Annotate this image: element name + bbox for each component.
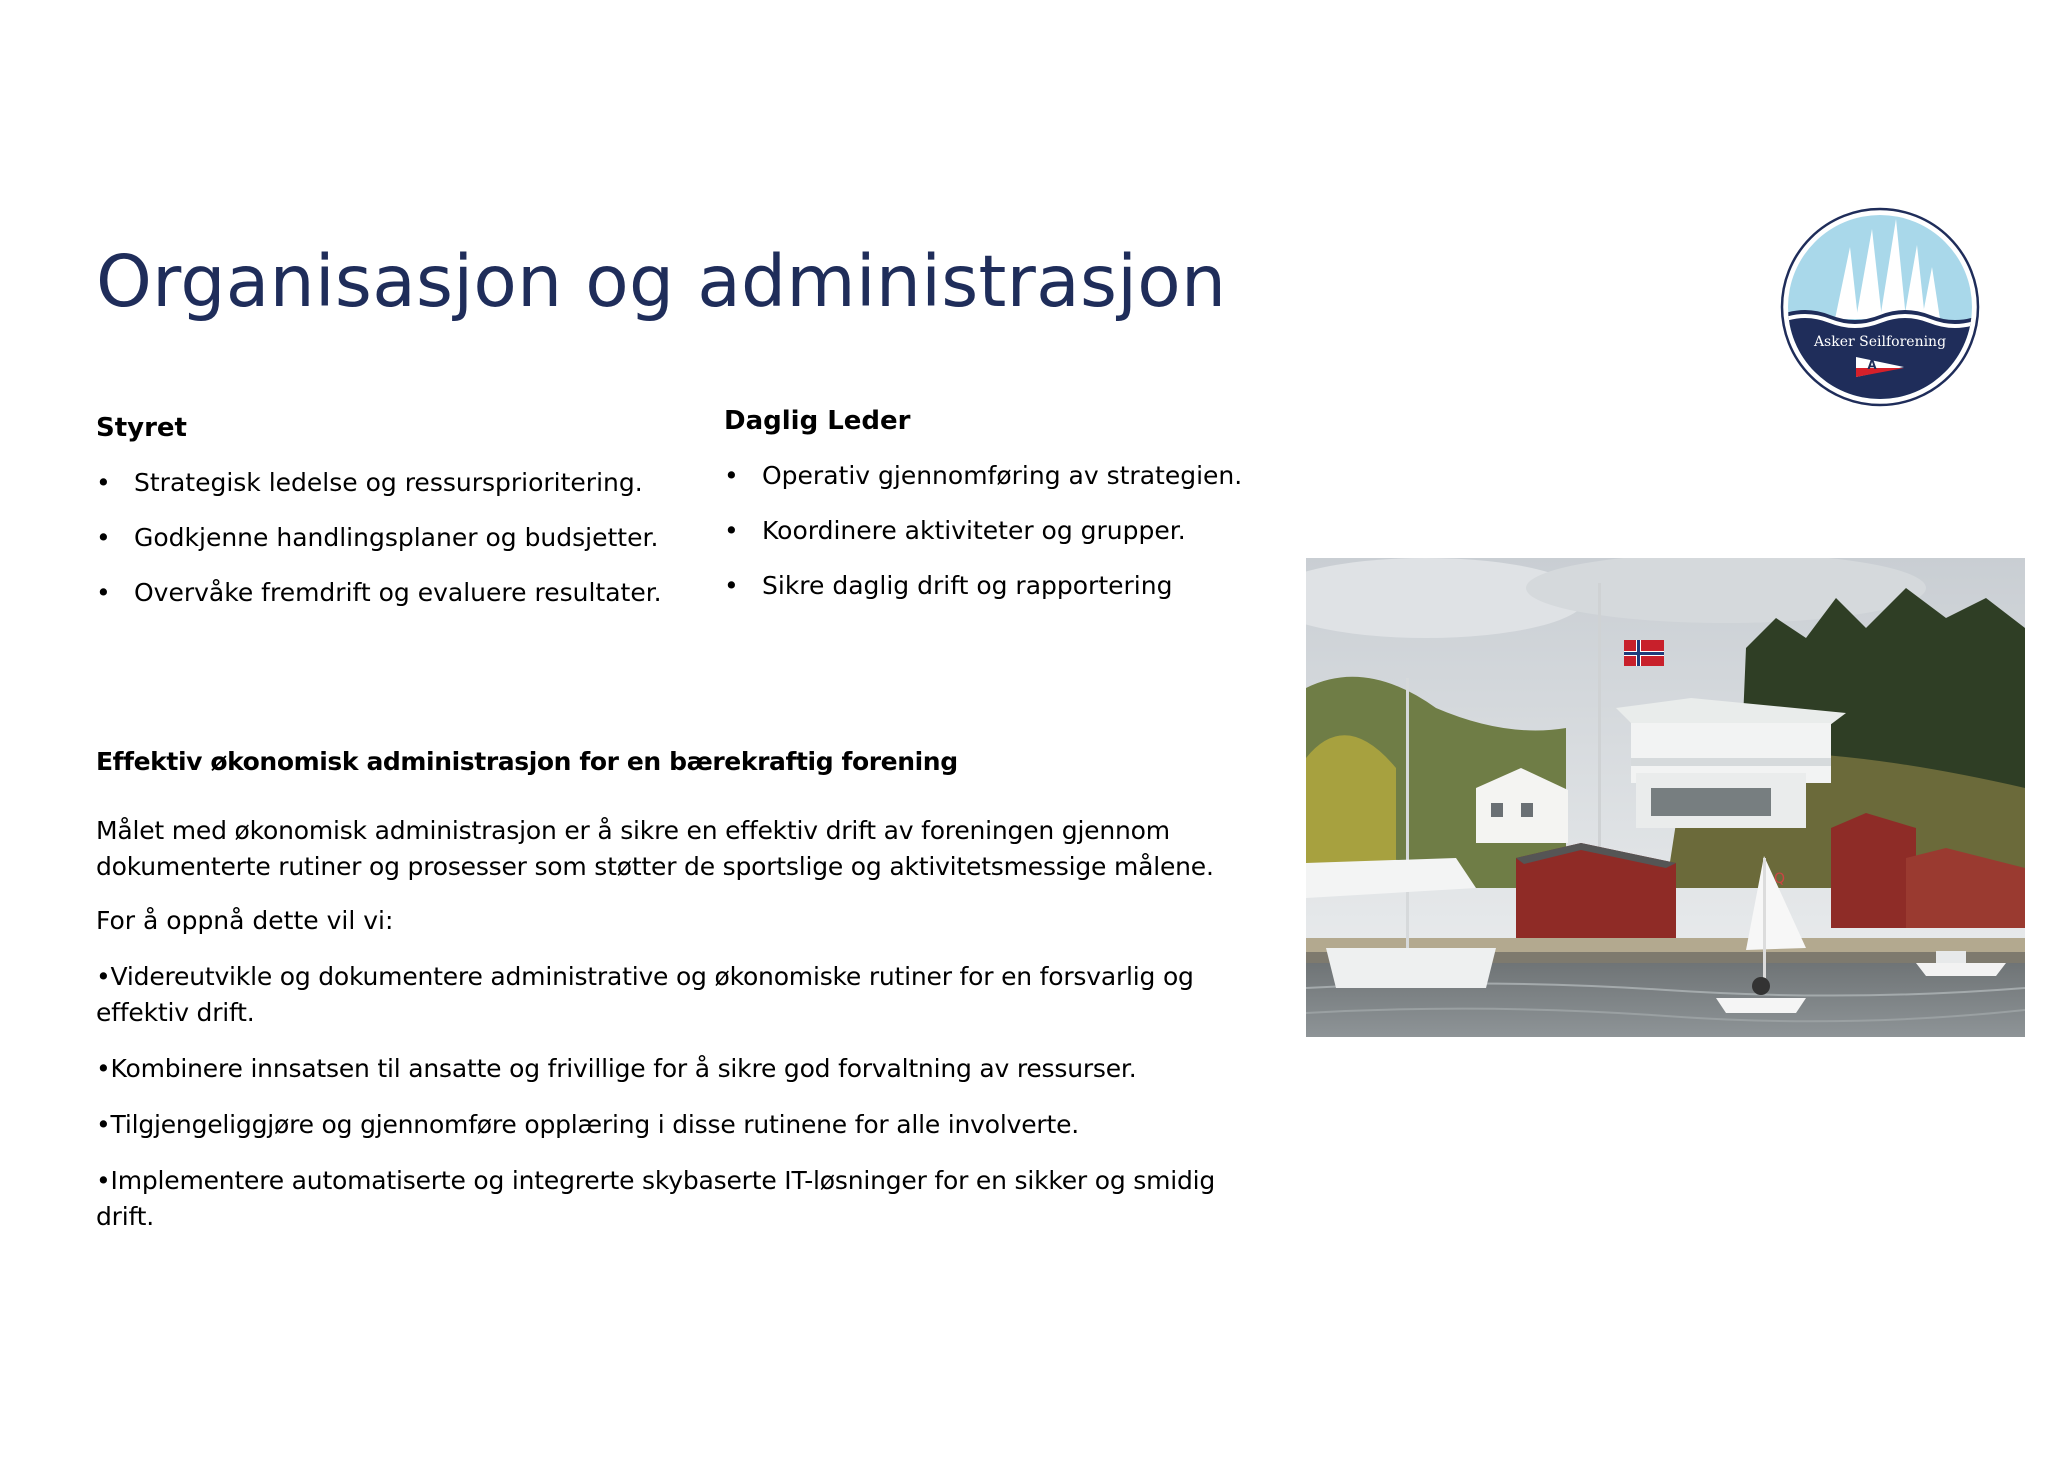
styret-list [96,466,696,610]
list-item [96,576,696,610]
list-item [724,459,1324,493]
bullet-icon: • [96,523,111,552]
list-item [724,514,1324,548]
club-logo [1780,207,1980,407]
daglig-leder-heading: Daglig Leder [724,406,911,436]
daglig-leder-list [724,459,1324,603]
economy-item: •Kombinere innsatsen til ansatte og frivillige for å sikre god forvaltning av ressurser. [96,1054,1137,1083]
list-item-text: Operativ gjennomføring av strategien. [762,461,1243,490]
economy-heading: Effektiv økonomisk administrasjon for en bærekraftig forening [96,747,958,776]
list-item [724,569,1324,603]
bullet-icon: • [96,578,111,607]
list-item-text: Godkjenne handlingsplaner og budsjetter. [134,523,659,552]
harbor-photo [1306,558,2025,1037]
page-title: Organisasjon og administrasjon [96,240,1227,323]
list-item-text: Overvåke fremdrift og evaluere resultater. [134,578,662,607]
list-item-text: Koordinere aktiviteter og grupper. [762,516,1186,545]
bullet-icon: • [724,516,739,545]
styret-heading: Styret [96,413,187,443]
bullet-icon: • [724,571,739,600]
economy-lead: For å oppnå dette vil vi: [96,906,394,935]
economy-item: •Implementere automatiserte og integrerte skybaserte IT-løsninger for en sikker og smidig drift. [96,1166,1216,1231]
bullet-icon: • [96,468,111,497]
list-item-text: Strategisk ledelse og ressursprioritering. [134,468,643,497]
economy-item: •Tilgjengeliggjøre og gjennomføre opplæring i disse rutinene for alle involverte. [96,1110,1079,1139]
bullet-icon: • [724,461,739,490]
logo-letter: A [1867,358,1877,372]
economy-item: •Videreutvikle og dokumentere administrative og økonomiske rutiner for en forsvarlig og effektiv drift. [96,962,1194,1027]
logo-text: Asker Seilforening [1813,334,1947,350]
economy-section [96,745,1246,1235]
daglig-leder-section [724,404,1324,603]
list-item [96,466,696,500]
list-item-text: Sikre daglig drift og rapportering [762,571,1173,600]
styret-section [96,411,696,610]
svg-text:Q: Q [1774,871,1786,887]
list-item [96,521,696,555]
economy-intro: Målet med økonomisk administrasjon er å sikre en effektiv drift av foreningen gjennom dokumenterte rutiner og prosesser som støtter de sportslige og aktivitetsmessige målene. [96,816,1214,881]
